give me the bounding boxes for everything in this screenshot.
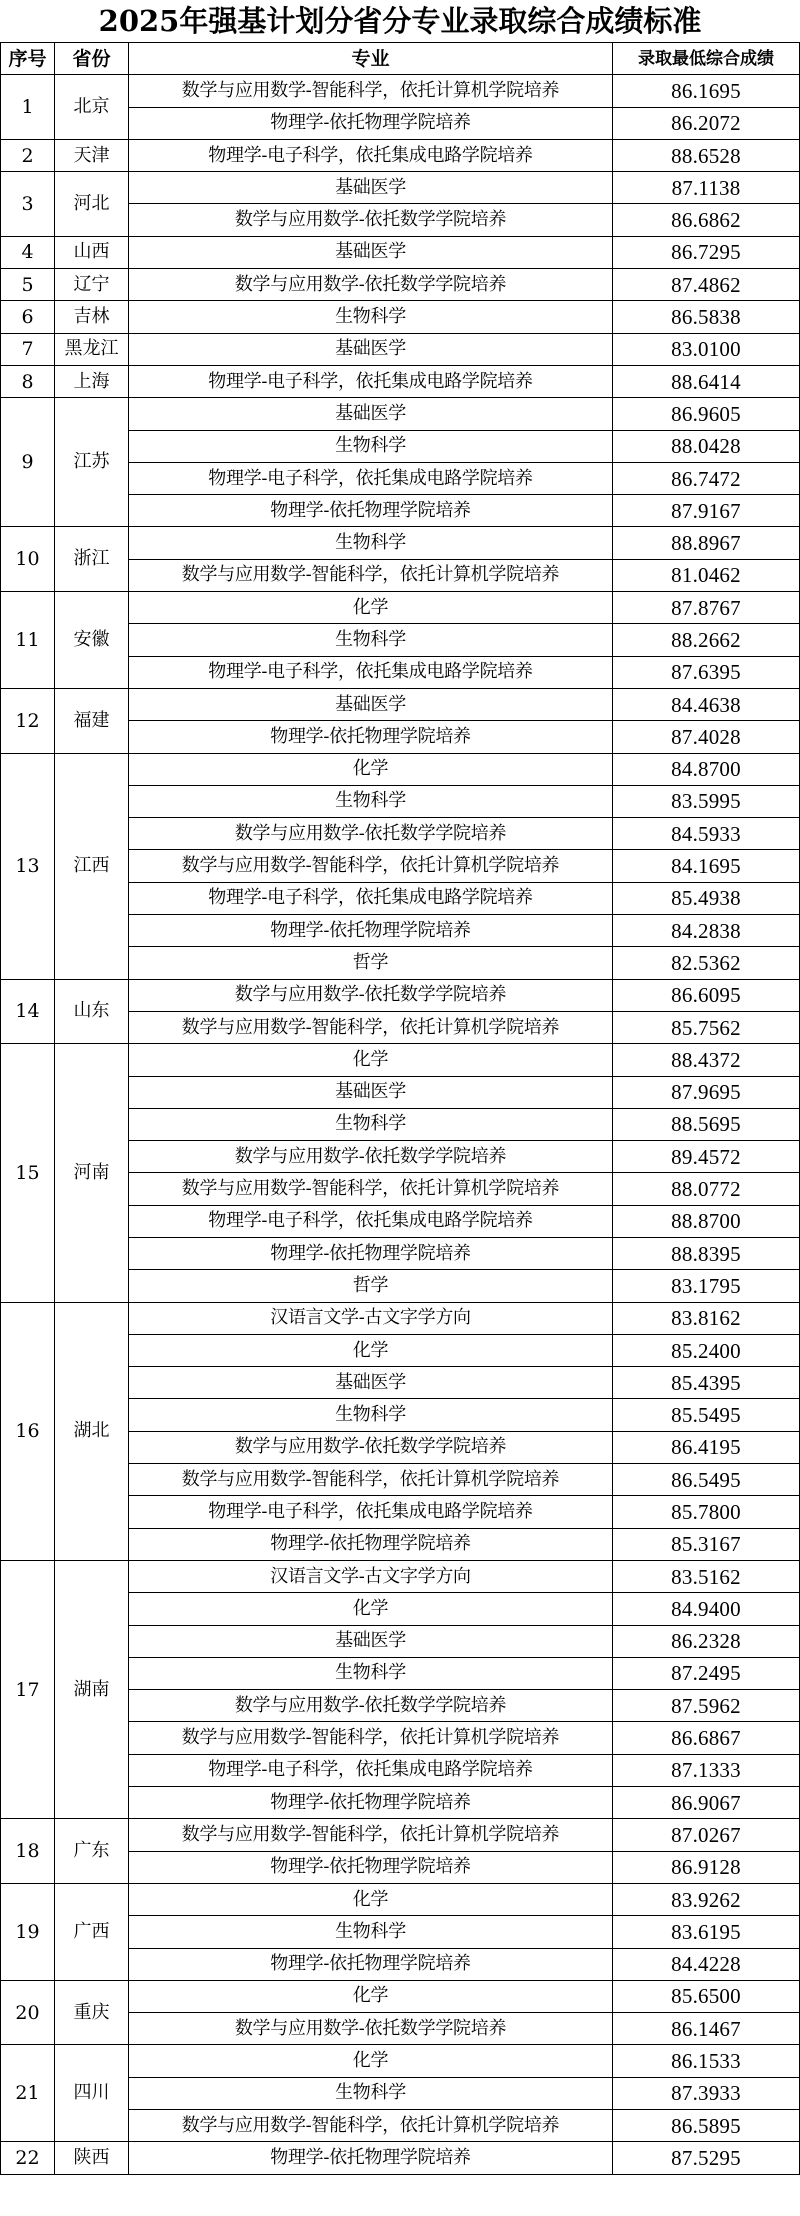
cell-province: 山西 (55, 236, 129, 268)
cell-major: 基础医学 (129, 1076, 613, 1108)
cell-major: 数学与应用数学-依托数学学院培养 (129, 269, 613, 301)
cell-score: 85.5495 (613, 1399, 800, 1431)
table-row (1, 333, 800, 365)
header-index: 序号 (1, 43, 55, 75)
cell-major: 数学与应用数学-智能科学，依托计算机学院培养 (129, 559, 613, 591)
cell-score: 87.5295 (613, 2142, 800, 2174)
cell-major: 物理学-电子科学，依托集成电路学院培养 (129, 365, 613, 397)
table-row (1, 1819, 800, 1851)
cell-index: 1 (1, 75, 55, 140)
cell-major: 数学与应用数学-智能科学，依托计算机学院培养 (129, 1819, 613, 1851)
cell-major: 物理学-依托物理学院培养 (129, 1948, 613, 1980)
cell-province: 山东 (55, 979, 129, 1044)
cell-score: 85.4395 (613, 1367, 800, 1399)
cell-score: 86.2072 (613, 107, 800, 139)
cell-major: 数学与应用数学-智能科学，依托计算机学院培养 (129, 1011, 613, 1043)
cell-score: 87.5962 (613, 1690, 800, 1722)
cell-province: 吉林 (55, 301, 129, 333)
cell-score: 87.9695 (613, 1076, 800, 1108)
cell-major: 基础医学 (129, 333, 613, 365)
table-row (1, 1302, 800, 1334)
cell-score: 83.0100 (613, 333, 800, 365)
cell-province: 安徽 (55, 592, 129, 689)
cell-major: 化学 (129, 2045, 613, 2077)
cell-score: 87.4028 (613, 721, 800, 753)
table-header-row (1, 43, 800, 75)
cell-major: 数学与应用数学-依托数学学院培养 (129, 1690, 613, 1722)
table-row (1, 398, 800, 430)
table-row (1, 2045, 800, 2077)
cell-score: 82.5362 (613, 947, 800, 979)
cell-score: 83.6195 (613, 1916, 800, 1948)
cell-index: 18 (1, 1819, 55, 1884)
cell-major: 基础医学 (129, 236, 613, 268)
cell-score: 86.9128 (613, 1851, 800, 1883)
cell-major: 数学与应用数学-依托数学学院培养 (129, 1431, 613, 1463)
cell-major: 汉语言文学-古文字学方向 (129, 1560, 613, 1592)
cell-score: 88.8395 (613, 1237, 800, 1269)
cell-index: 17 (1, 1560, 55, 1818)
cell-major: 数学与应用数学-智能科学，依托计算机学院培养 (129, 850, 613, 882)
cell-index: 8 (1, 365, 55, 397)
cell-province: 江西 (55, 753, 129, 979)
cell-score: 86.1467 (613, 2013, 800, 2045)
cell-province: 北京 (55, 75, 129, 140)
cell-major: 化学 (129, 1044, 613, 1076)
cell-index: 21 (1, 2045, 55, 2142)
table-row (1, 753, 800, 785)
table-row (1, 1883, 800, 1915)
cell-major: 数学与应用数学-智能科学，依托计算机学院培养 (129, 2110, 613, 2142)
cell-score: 86.2328 (613, 1625, 800, 1657)
cell-score: 84.1695 (613, 850, 800, 882)
cell-score: 83.1795 (613, 1270, 800, 1302)
table-row (1, 979, 800, 1011)
cell-province: 福建 (55, 688, 129, 753)
cell-score: 87.1138 (613, 172, 800, 204)
cell-major: 生物科学 (129, 430, 613, 462)
cell-major: 物理学-电子科学，依托集成电路学院培养 (129, 139, 613, 171)
table-row (1, 139, 800, 171)
cell-major: 物理学-依托物理学院培养 (129, 1851, 613, 1883)
header-province: 省份 (55, 43, 129, 75)
cell-score: 85.7800 (613, 1496, 800, 1528)
cell-score: 87.8767 (613, 592, 800, 624)
cell-province: 四川 (55, 2045, 129, 2142)
header-major: 专业 (129, 43, 613, 75)
cell-index: 6 (1, 301, 55, 333)
cell-index: 13 (1, 753, 55, 979)
cell-major: 基础医学 (129, 1367, 613, 1399)
cell-province: 浙江 (55, 527, 129, 592)
cell-score: 84.8700 (613, 753, 800, 785)
cell-score: 85.6500 (613, 1980, 800, 2012)
cell-score: 84.4228 (613, 1948, 800, 1980)
table-row (1, 365, 800, 397)
cell-major: 基础医学 (129, 172, 613, 204)
table-row (1, 75, 800, 107)
cell-province: 辽宁 (55, 269, 129, 301)
cell-score: 87.9167 (613, 495, 800, 527)
cell-major: 生物科学 (129, 785, 613, 817)
cell-score: 88.6414 (613, 365, 800, 397)
cell-score: 88.4372 (613, 1044, 800, 1076)
cell-score: 83.8162 (613, 1302, 800, 1334)
cell-score: 86.1533 (613, 2045, 800, 2077)
cell-province: 广东 (55, 1819, 129, 1884)
cell-province: 天津 (55, 139, 129, 171)
cell-score: 86.6095 (613, 979, 800, 1011)
cell-major: 生物科学 (129, 2077, 613, 2109)
cell-index: 4 (1, 236, 55, 268)
cell-major: 物理学-依托物理学院培养 (129, 107, 613, 139)
cell-major: 基础医学 (129, 688, 613, 720)
cell-score: 81.0462 (613, 559, 800, 591)
cell-score: 88.6528 (613, 139, 800, 171)
cell-index: 22 (1, 2142, 55, 2174)
cell-score: 88.0772 (613, 1173, 800, 1205)
cell-major: 化学 (129, 1334, 613, 1366)
cell-score: 88.5695 (613, 1108, 800, 1140)
cell-province: 湖北 (55, 1302, 129, 1560)
cell-major: 生物科学 (129, 527, 613, 559)
cell-index: 9 (1, 398, 55, 527)
cell-score: 87.0267 (613, 1819, 800, 1851)
cell-major: 基础医学 (129, 1625, 613, 1657)
cell-province: 江苏 (55, 398, 129, 527)
table-body (1, 75, 800, 2174)
table-row (1, 1560, 800, 1592)
cell-major: 数学与应用数学-依托数学学院培养 (129, 1141, 613, 1173)
cell-major: 化学 (129, 753, 613, 785)
cell-major: 数学与应用数学-依托数学学院培养 (129, 2013, 613, 2045)
cell-index: 7 (1, 333, 55, 365)
cell-major: 物理学-电子科学，依托集成电路学院培养 (129, 1496, 613, 1528)
cell-major: 数学与应用数学-依托数学学院培养 (129, 818, 613, 850)
cell-province: 陕西 (55, 2142, 129, 2174)
cell-major: 物理学-依托物理学院培养 (129, 1787, 613, 1819)
cell-index: 2 (1, 139, 55, 171)
cell-province: 湖南 (55, 1560, 129, 1818)
score-table (0, 42, 800, 2175)
cell-score: 89.4572 (613, 1141, 800, 1173)
cell-province: 河北 (55, 172, 129, 237)
cell-score: 86.1695 (613, 75, 800, 107)
cell-major: 物理学-电子科学，依托集成电路学院培养 (129, 656, 613, 688)
cell-score: 86.5895 (613, 2110, 800, 2142)
cell-score: 88.8967 (613, 527, 800, 559)
cell-major: 数学与应用数学-依托数学学院培养 (129, 204, 613, 236)
cell-score: 88.0428 (613, 430, 800, 462)
cell-province: 河南 (55, 1044, 129, 1302)
cell-score: 84.9400 (613, 1593, 800, 1625)
cell-score: 86.7472 (613, 462, 800, 494)
cell-score: 86.9605 (613, 398, 800, 430)
cell-major: 化学 (129, 592, 613, 624)
cell-major: 化学 (129, 1883, 613, 1915)
cell-index: 14 (1, 979, 55, 1044)
cell-score: 83.5995 (613, 785, 800, 817)
cell-major: 生物科学 (129, 1657, 613, 1689)
cell-score: 84.4638 (613, 688, 800, 720)
cell-major: 数学与应用数学-智能科学，依托计算机学院培养 (129, 1722, 613, 1754)
table-row (1, 172, 800, 204)
table-row (1, 2142, 800, 2174)
cell-index: 11 (1, 592, 55, 689)
cell-score: 86.5838 (613, 301, 800, 333)
cell-province: 黑龙江 (55, 333, 129, 365)
page-title: 2025年强基计划分省分专业录取综合成绩标准 (98, 4, 702, 38)
cell-index: 5 (1, 269, 55, 301)
cell-score: 85.4938 (613, 882, 800, 914)
cell-major: 物理学-依托物理学院培养 (129, 721, 613, 753)
cell-index: 20 (1, 1980, 55, 2045)
table-row (1, 527, 800, 559)
cell-major: 生物科学 (129, 1399, 613, 1431)
cell-major: 生物科学 (129, 624, 613, 656)
cell-major: 生物科学 (129, 1108, 613, 1140)
cell-major: 数学与应用数学-依托数学学院培养 (129, 979, 613, 1011)
cell-major: 生物科学 (129, 301, 613, 333)
cell-major: 物理学-依托物理学院培养 (129, 1237, 613, 1269)
cell-major: 物理学-电子科学，依托集成电路学院培养 (129, 882, 613, 914)
cell-score: 87.3933 (613, 2077, 800, 2109)
cell-score: 86.6862 (613, 204, 800, 236)
cell-score: 86.4195 (613, 1431, 800, 1463)
cell-major: 数学与应用数学-智能科学，依托计算机学院培养 (129, 1464, 613, 1496)
cell-major: 汉语言文学-古文字学方向 (129, 1302, 613, 1334)
cell-major: 物理学-电子科学，依托集成电路学院培养 (129, 1205, 613, 1237)
cell-index: 19 (1, 1883, 55, 1980)
cell-score: 87.6395 (613, 656, 800, 688)
cell-score: 86.5495 (613, 1464, 800, 1496)
cell-major: 基础医学 (129, 398, 613, 430)
cell-major: 数学与应用数学-智能科学，依托计算机学院培养 (129, 1173, 613, 1205)
cell-score: 85.2400 (613, 1334, 800, 1366)
cell-major: 化学 (129, 1980, 613, 2012)
cell-score: 83.5162 (613, 1560, 800, 1592)
cell-score: 87.2495 (613, 1657, 800, 1689)
table-row (1, 592, 800, 624)
cell-score: 85.3167 (613, 1528, 800, 1560)
cell-major: 哲学 (129, 947, 613, 979)
cell-major: 物理学-依托物理学院培养 (129, 495, 613, 527)
table-row (1, 236, 800, 268)
cell-province: 广西 (55, 1883, 129, 1980)
cell-score: 86.9067 (613, 1787, 800, 1819)
cell-major: 物理学-依托物理学院培养 (129, 915, 613, 947)
cell-score: 86.7295 (613, 236, 800, 268)
cell-score: 83.9262 (613, 1883, 800, 1915)
cell-major: 哲学 (129, 1270, 613, 1302)
cell-score: 88.2662 (613, 624, 800, 656)
cell-province: 上海 (55, 365, 129, 397)
cell-index: 16 (1, 1302, 55, 1560)
cell-major: 化学 (129, 1593, 613, 1625)
header-score: 录取最低综合成绩 (613, 43, 800, 75)
cell-major: 物理学-电子科学，依托集成电路学院培养 (129, 462, 613, 494)
cell-score: 87.1333 (613, 1754, 800, 1786)
cell-major: 生物科学 (129, 1916, 613, 1948)
cell-index: 3 (1, 172, 55, 237)
cell-score: 86.6867 (613, 1722, 800, 1754)
cell-major: 物理学-依托物理学院培养 (129, 1528, 613, 1560)
table-row (1, 1980, 800, 2012)
cell-index: 10 (1, 527, 55, 592)
cell-major: 物理学-电子科学，依托集成电路学院培养 (129, 1754, 613, 1786)
cell-major: 数学与应用数学-智能科学，依托计算机学院培养 (129, 75, 613, 107)
cell-province: 重庆 (55, 1980, 129, 2045)
cell-score: 85.7562 (613, 1011, 800, 1043)
table-row (1, 688, 800, 720)
cell-score: 84.5933 (613, 818, 800, 850)
table-row (1, 1044, 800, 1076)
cell-major: 物理学-依托物理学院培养 (129, 2142, 613, 2174)
cell-score: 88.8700 (613, 1205, 800, 1237)
cell-score: 87.4862 (613, 269, 800, 301)
cell-index: 15 (1, 1044, 55, 1302)
cell-index: 12 (1, 688, 55, 753)
table-row (1, 301, 800, 333)
cell-score: 84.2838 (613, 915, 800, 947)
table-row (1, 269, 800, 301)
